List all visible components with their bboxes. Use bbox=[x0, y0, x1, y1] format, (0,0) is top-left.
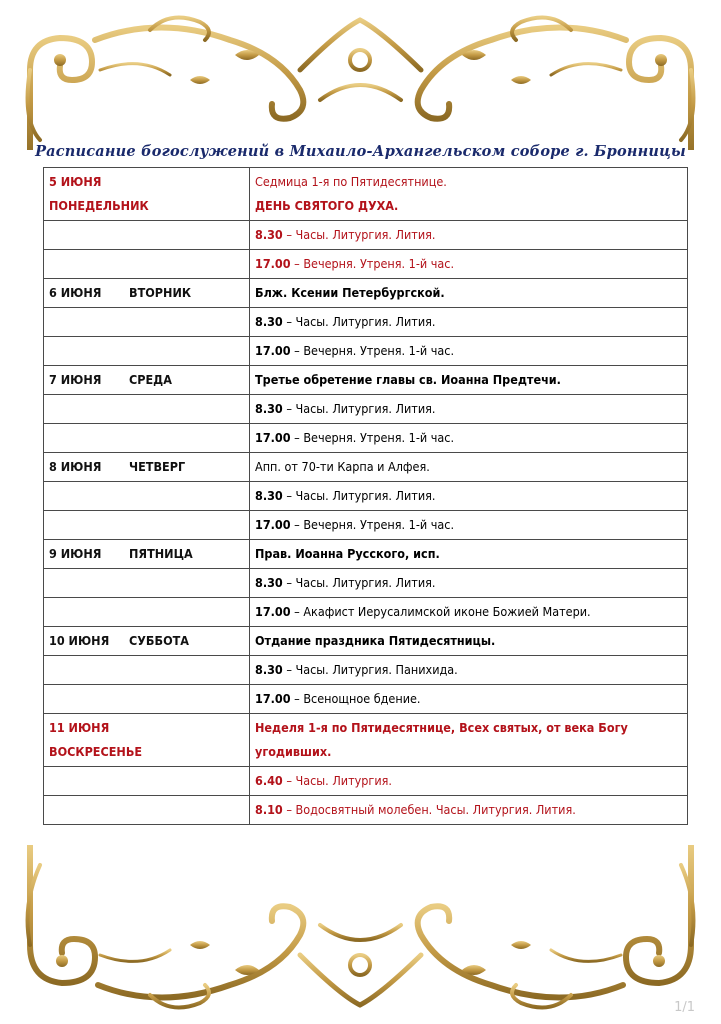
date-label: 10 ИЮНЯ bbox=[49, 633, 110, 648]
service-text: – Вечерня. Утреня. 1-й час. bbox=[290, 256, 455, 271]
empty-cell bbox=[44, 656, 250, 685]
table-row bbox=[44, 308, 688, 337]
empty-cell bbox=[44, 482, 250, 511]
table-row bbox=[44, 685, 688, 714]
service-text: – Часы. Литургия. Лития. bbox=[282, 575, 436, 590]
service-time: 8.30 bbox=[255, 401, 283, 416]
service-text: – Акафист Иерусалимской иконе Божией Матери. bbox=[290, 604, 591, 619]
day-cell bbox=[44, 540, 250, 569]
empty-cell bbox=[44, 598, 250, 627]
weekday-label: СУББОТА bbox=[129, 633, 189, 648]
date-label: 11 ИЮНЯ bbox=[49, 720, 110, 735]
weekday-label: ПОНЕДЕЛЬНИК bbox=[49, 198, 149, 213]
empty-cell bbox=[44, 308, 250, 337]
service-cell bbox=[250, 656, 688, 685]
day-cell bbox=[44, 366, 250, 395]
weekday-label: ВОСКРЕСЕНЬЕ bbox=[49, 744, 143, 759]
feast-label: Седмица 1-я по Пятидесятнице. bbox=[255, 174, 447, 189]
date-label: 8 ИЮНЯ bbox=[49, 459, 102, 474]
service-cell bbox=[250, 308, 688, 337]
service-text: – Часы. Литургия. Панихида. bbox=[282, 662, 458, 677]
service-time: 17.00 bbox=[255, 604, 291, 619]
weekday-label: ВТОРНИК bbox=[129, 285, 192, 300]
day-cell bbox=[44, 627, 250, 656]
service-text: – Вечерня. Утреня. 1-й час. bbox=[290, 517, 455, 532]
service-cell bbox=[250, 221, 688, 250]
day-cell bbox=[44, 168, 250, 221]
empty-cell bbox=[44, 395, 250, 424]
table-row bbox=[44, 250, 688, 279]
service-time: 8.10 bbox=[255, 802, 283, 817]
service-cell bbox=[250, 424, 688, 453]
service-cell bbox=[250, 395, 688, 424]
service-text: – Часы. Литургия. Лития. bbox=[282, 488, 436, 503]
feast-label-2: ДЕНЬ СВЯТОГО ДУХА. bbox=[255, 198, 399, 213]
service-time: 8.30 bbox=[255, 488, 283, 503]
service-text: – Часы. Литургия. Лития. bbox=[282, 227, 436, 242]
service-cell bbox=[250, 796, 688, 825]
service-time: 6.40 bbox=[255, 773, 283, 788]
service-time: 17.00 bbox=[255, 343, 291, 358]
table-row bbox=[44, 598, 688, 627]
empty-cell bbox=[44, 511, 250, 540]
empty-cell bbox=[44, 221, 250, 250]
table-row bbox=[44, 767, 688, 796]
empty-cell bbox=[44, 796, 250, 825]
table-row bbox=[44, 511, 688, 540]
day-cell bbox=[44, 714, 250, 767]
table-row bbox=[44, 168, 688, 221]
service-cell bbox=[250, 598, 688, 627]
top-ornament-frame bbox=[0, 0, 721, 150]
feast-cell: Блж. Ксении Петербургской. bbox=[250, 279, 688, 308]
service-text: – Часы. Литургия. bbox=[282, 773, 392, 788]
page-title: Расписание богослужений в Михаило-Архангельском соборе г. Бронницы bbox=[35, 143, 686, 160]
table-row bbox=[44, 540, 688, 569]
table-row bbox=[44, 221, 688, 250]
table-row bbox=[44, 656, 688, 685]
service-cell bbox=[250, 767, 688, 796]
service-cell bbox=[250, 569, 688, 598]
service-text: – Вечерня. Утреня. 1-й час. bbox=[290, 430, 455, 445]
table-row bbox=[44, 714, 688, 767]
feast-cell: Прав. Иоанна Русского, исп. bbox=[250, 540, 688, 569]
feast-cell: Неделя 1-я по Пятидесятнице, Всех святых, от века Богу угодивших. bbox=[250, 714, 688, 767]
table-row bbox=[44, 627, 688, 656]
service-time: 17.00 bbox=[255, 517, 291, 532]
table-row bbox=[44, 366, 688, 395]
service-text: – Вечерня. Утреня. 1-й час. bbox=[290, 343, 455, 358]
service-time: 17.00 bbox=[255, 256, 291, 271]
table-row bbox=[44, 796, 688, 825]
date-label: 9 ИЮНЯ bbox=[49, 546, 102, 561]
weekday-label: ПЯТНИЦА bbox=[129, 546, 193, 561]
page-number: 1/1 bbox=[674, 1000, 695, 1015]
table-row bbox=[44, 453, 688, 482]
table-row bbox=[44, 279, 688, 308]
date-label: 6 ИЮНЯ bbox=[49, 285, 102, 300]
service-time: 8.30 bbox=[255, 227, 283, 242]
table-row bbox=[44, 337, 688, 366]
table-row bbox=[44, 395, 688, 424]
service-cell bbox=[250, 337, 688, 366]
table-row bbox=[44, 424, 688, 453]
date-label: 7 ИЮНЯ bbox=[49, 372, 102, 387]
empty-cell bbox=[44, 424, 250, 453]
empty-cell bbox=[44, 337, 250, 366]
bottom-ornament-frame bbox=[0, 845, 721, 1024]
feast-cell: Отдание праздника Пятидесятницы. bbox=[250, 627, 688, 656]
service-text: – Часы. Литургия. Лития. bbox=[282, 401, 436, 416]
weekday-label: ЧЕТВЕРГ bbox=[129, 459, 186, 474]
empty-cell bbox=[44, 569, 250, 598]
service-time: 8.30 bbox=[255, 662, 283, 677]
date-label: 5 ИЮНЯ bbox=[49, 174, 102, 189]
service-cell bbox=[250, 685, 688, 714]
service-text: – Водосвятный молебен. Часы. Литургия. Лития. bbox=[282, 802, 576, 817]
feast-cell: Апп. от 70-ти Карпа и Алфея. bbox=[250, 453, 688, 482]
service-text: – Всенощное бдение. bbox=[290, 691, 421, 706]
service-cell bbox=[250, 482, 688, 511]
empty-cell bbox=[44, 767, 250, 796]
service-time: 17.00 bbox=[255, 430, 291, 445]
service-time: 8.30 bbox=[255, 314, 283, 329]
weekday-label: СРЕДА bbox=[129, 372, 172, 387]
day-cell bbox=[44, 279, 250, 308]
feast-cell bbox=[250, 168, 688, 221]
service-cell bbox=[250, 511, 688, 540]
empty-cell bbox=[44, 250, 250, 279]
service-text: – Часы. Литургия. Лития. bbox=[282, 314, 436, 329]
day-cell bbox=[44, 453, 250, 482]
service-cell bbox=[250, 250, 688, 279]
feast-cell: Третье обретение главы св. Иоанна Предтечи. bbox=[250, 366, 688, 395]
schedule-table bbox=[43, 167, 688, 825]
empty-cell bbox=[44, 685, 250, 714]
table-row bbox=[44, 569, 688, 598]
service-time: 17.00 bbox=[255, 691, 291, 706]
table-row bbox=[44, 482, 688, 511]
service-time: 8.30 bbox=[255, 575, 283, 590]
